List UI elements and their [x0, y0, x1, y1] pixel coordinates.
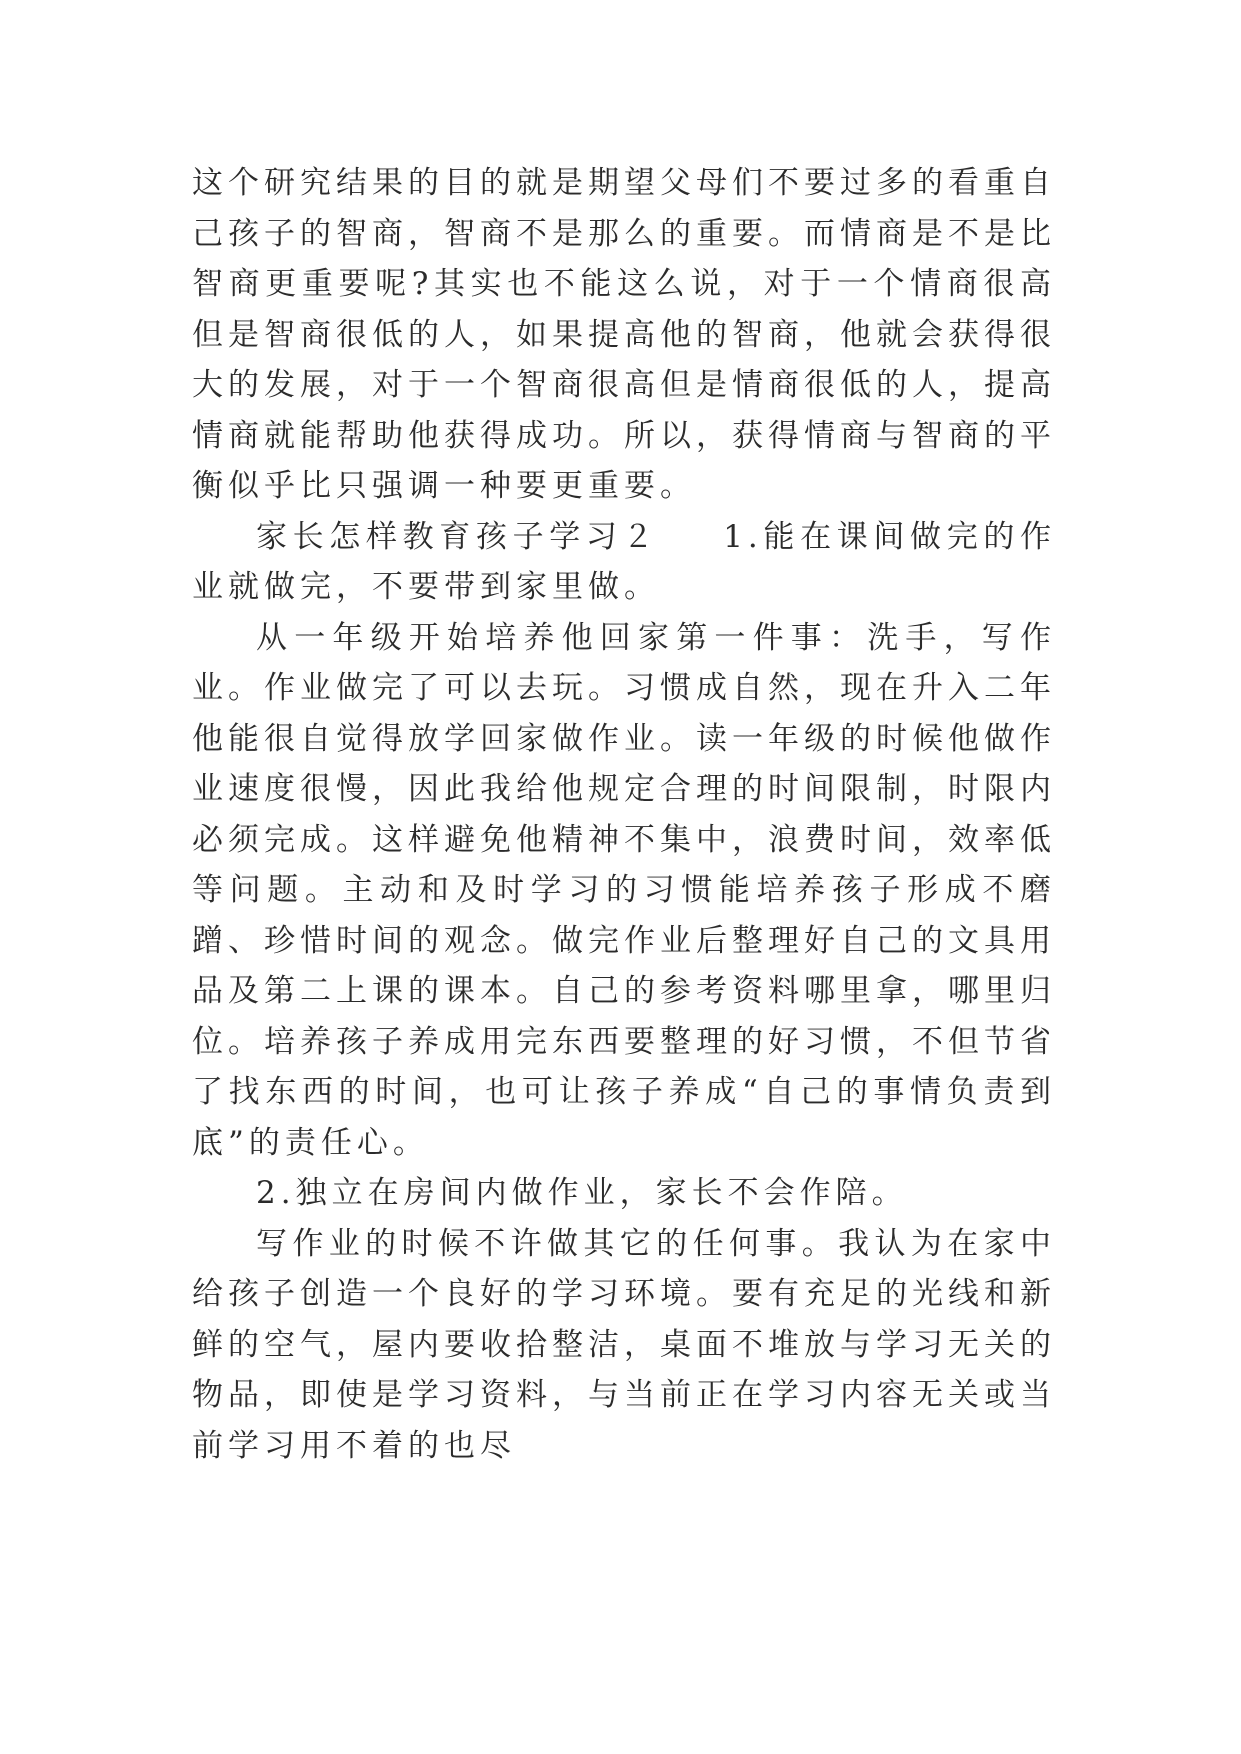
- paragraph: 写作业的时候不许做其它的任何事。我认为在家中给孩子创造一个良好的学习环境。要有充足的光线和新鲜的空气，屋内要收拾整洁，桌面不堆放与学习无关的物品，即使是学习资料，与当前正在学习内容无关或当前学习用不着的也尽: [192, 1225, 1056, 1464]
- paragraph: 从一年级开始培养他回家第一件事：洗手，写作业。作业做完了可以去玩。习惯成自然，现在升入二年他能很自觉得放学回家做作业。读一年级的时候他做作业速度很慢，因此我给他规定合理的时间限制，时限内必须完成。这样避免他精神不集中，浪费时间，效率低等问题。主动和及时学习的习惯能培养孩子形成不磨蹭、珍惜时间的观念。做完作业后整理好自己的文具用品及第二上课的课本。自己的参考资料哪里拿，哪里归位。培养孩子养成用完东西要整理的好习惯，不但节省了找东西的时间，也可让孩子养成“自己的事情负责到底”的责任心。: [192, 619, 1056, 1161]
- body-text: [192, 158, 1056, 1471]
- paragraph-with-heading: [192, 512, 1056, 613]
- paragraph: 2.独立在房间内做作业，家长不会作陪。: [256, 1175, 908, 1211]
- paragraph: 这个研究结果的目的就是期望父母们不要过多的看重自己孩子的智商，智商不是那么的重要。而情商是不是比智商更重要呢?其实也不能这么说，对于一个情商很高但是智商很低的人，如果提高他的智商，他就会获得很大的发展，对于一个智商很高但是情商很低的人，提高情商就能帮助他获得成功。所以，获得情商与智商的平衡似乎比只强调一种要更重要。: [192, 165, 1056, 504]
- section-heading: 家长怎样教育孩子学习２: [256, 518, 660, 555]
- paragraph-text: 1.能在课间做完的作业就做完，不要带到家里做。: [192, 518, 1057, 605]
